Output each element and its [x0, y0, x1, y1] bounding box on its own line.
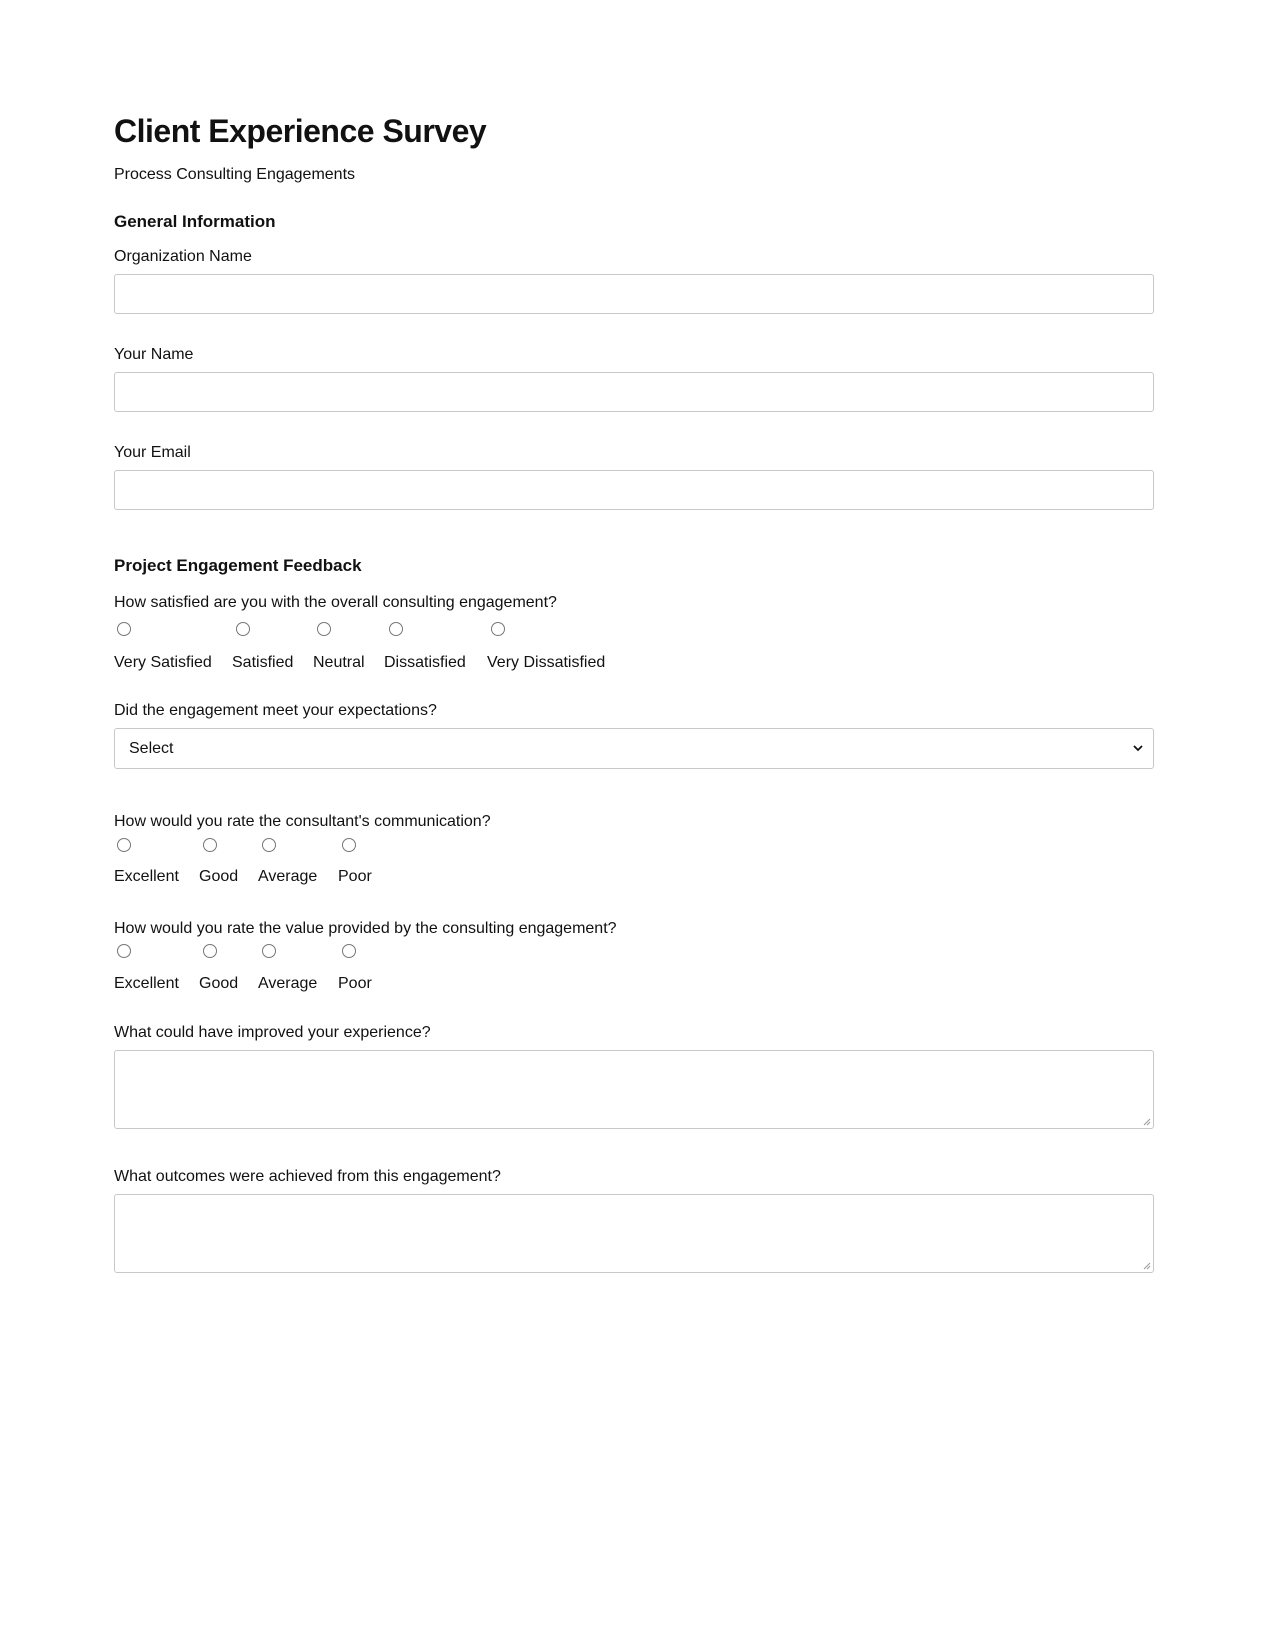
- option-label: Poor: [338, 975, 372, 992]
- radio-very-satisfied[interactable]: [117, 622, 131, 636]
- expectations-select-value: Select: [129, 740, 174, 757]
- option-label: Poor: [338, 868, 372, 885]
- outcomes-textarea[interactable]: [114, 1194, 1154, 1273]
- page-title: Client Experience Survey: [114, 113, 487, 149]
- outcomes-question: What outcomes were achieved from this engagement?: [114, 1168, 501, 1185]
- expectations-question: Did the engagement meet your expectations?: [114, 702, 437, 719]
- radio-neutral[interactable]: [317, 622, 331, 636]
- radio-comm-poor[interactable]: [342, 838, 356, 852]
- resize-grip-icon[interactable]: [1142, 1117, 1151, 1126]
- option-label: Good: [199, 868, 239, 885]
- radio-value-good[interactable]: [203, 944, 217, 958]
- radio-dissatisfied[interactable]: [389, 622, 403, 636]
- org-name-input[interactable]: [114, 274, 1154, 314]
- page-subtitle: Process Consulting Engagements: [114, 166, 356, 183]
- option-label: Average: [258, 868, 318, 885]
- radio-value-poor[interactable]: [342, 944, 356, 958]
- radio-value-average[interactable]: [262, 944, 276, 958]
- option-label: Dissatisfied: [384, 654, 466, 671]
- chevron-down-icon: [1133, 743, 1143, 753]
- value-question: How would you rate the value provided by the consulting engagement?: [114, 920, 617, 937]
- your-name-input[interactable]: [114, 372, 1154, 412]
- option-label: Satisfied: [232, 654, 294, 671]
- radio-comm-excellent[interactable]: [117, 838, 131, 852]
- option-label: Very Dissatisfied: [487, 654, 606, 671]
- option-label: Neutral: [313, 654, 365, 671]
- resize-grip-icon[interactable]: [1142, 1261, 1151, 1270]
- email-label: Your Email: [114, 444, 191, 461]
- option-label: Good: [199, 975, 239, 992]
- radio-satisfied[interactable]: [236, 622, 250, 636]
- satisfaction-question: How satisfied are you with the overall consulting engagement?: [114, 594, 557, 611]
- radio-comm-average[interactable]: [262, 838, 276, 852]
- section-title-general: General Information: [114, 212, 276, 231]
- radio-comm-good[interactable]: [203, 838, 217, 852]
- your-name-label: Your Name: [114, 346, 194, 363]
- org-name-label: Organization Name: [114, 248, 252, 265]
- improvement-textarea[interactable]: [114, 1050, 1154, 1129]
- email-input[interactable]: [114, 470, 1154, 510]
- option-label: Excellent: [114, 868, 179, 885]
- section-title-feedback: Project Engagement Feedback: [114, 556, 362, 575]
- radio-value-excellent[interactable]: [117, 944, 131, 958]
- communication-question: How would you rate the consultant's communication?: [114, 813, 491, 830]
- option-label: Average: [258, 975, 318, 992]
- improvement-question: What could have improved your experience?: [114, 1024, 431, 1041]
- option-label: Excellent: [114, 975, 179, 992]
- radio-very-dissatisfied[interactable]: [491, 622, 505, 636]
- expectations-select[interactable]: [114, 728, 1154, 769]
- option-label: Very Satisfied: [114, 654, 212, 671]
